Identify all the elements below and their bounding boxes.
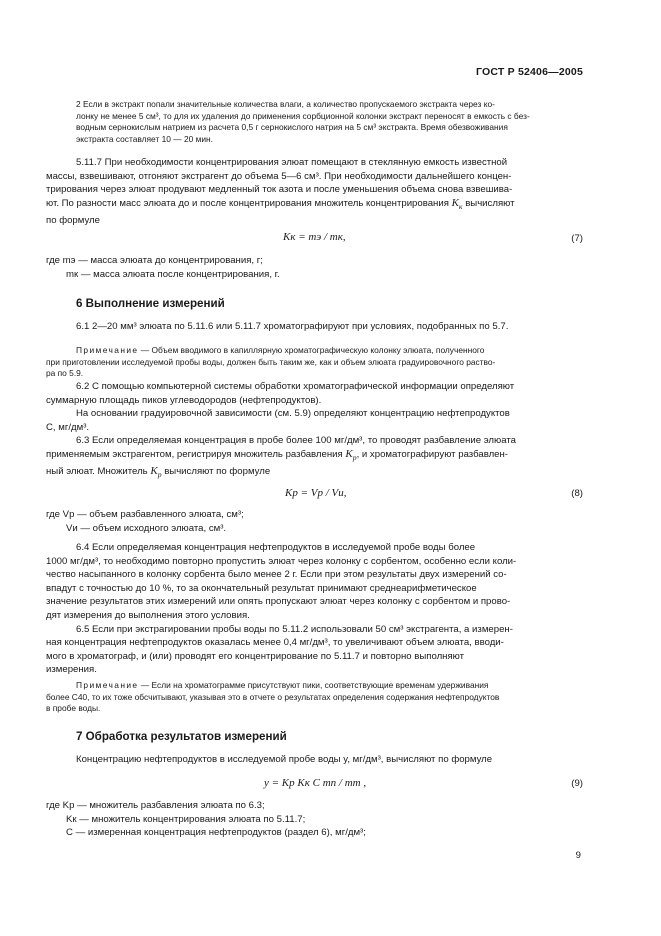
text-line: Vи — объем исходного элюата, см³. [66, 522, 227, 534]
text-line: 6.1 2—20 мм³ элюата по 5.11.6 или 5.11.7 хроматографируют при условиях, подобранных по 5.7. [76, 321, 509, 332]
note-line: экстракта составляет 10 — 20 мин. [76, 133, 213, 144]
text-line: измерения. [46, 664, 97, 676]
text-line: 6.3 Если определяемая концентрация в пробе более 100 мг/дм³, то проводят разбавление элюата [76, 435, 516, 447]
text-line: мого в хроматограф, и (или) проводят его концентрирование по 5.11.7 и повторно выполняют [46, 650, 465, 662]
equation-number-8: (8) [571, 488, 583, 499]
text-line: применяемым экстрагентом, регистрируя множитель разбавления $K_р$, и хроматографируют разбавлен- [46, 447, 509, 463]
text-line: С, мг/дм³. [46, 421, 90, 433]
text-line: Kк — множитель концентрирования элюата по 5.11.7; [66, 813, 306, 825]
note-line: ра по 5.9. [46, 368, 84, 378]
text-line: дят измерения до выполнения этого условия. [46, 609, 250, 621]
where-8 [46, 508, 583, 535]
note-6-1: Примечание — Объем вводимого в капиллярную хроматографическую колонку элюата, полученного при приготовлении исследуемой пробы воды, должен быть таким же, как и объем элюата градуировочного раство- ра по 5.9. [46, 345, 583, 380]
text-line: суммарную площадь пиков углеводородов (нефтепродуктов). [46, 394, 322, 406]
note-6-5: Примечание — Если на хроматограмме присутствуют пики, соответствующие временам удерживания более С40, то их тоже обсчитывают, указывая это в отчете о результатах определения содержания нефтепродуктов в пробе воды. [46, 680, 583, 715]
section-7-title: 7 Обработка результатов измерений [76, 730, 287, 743]
text-line: где Kр — множитель разбавления элюата по 6.3; [46, 800, 265, 811]
formula-9: y = Kр Kк C mп / mт , [264, 777, 367, 789]
equation-number-7: (7) [571, 233, 583, 244]
text-line: впадут с точностью до 10 %, то за окончательный результат принимают среднеарифметическое [46, 582, 477, 594]
note-line: в пробе воды. [46, 703, 101, 713]
note-moisture [76, 99, 582, 145]
text-line: трирования через элюат продувают медленный ток азота и после уменьшения объема снова взвешива- [46, 184, 513, 196]
document-header: ГОСТ Р 52406—2005 [475, 66, 583, 78]
text-line: 6.5 Если при экстрагировании пробы воды по 5.11.2 использовали 50 см³ экстрагента, а измерен- [76, 623, 513, 635]
paragraph-5-11-7 [46, 156, 583, 227]
formula-8: Kр = Vр / Vи, [285, 487, 347, 499]
note-line: более С40, то их тоже обсчитывают, указывая это в отчете о результатах определения содержания нефтепродуктов [46, 691, 500, 702]
text-line: На основании градуировочной зависимости (см. 5.9) определяют концентрацию нефтепродуктов [76, 408, 510, 420]
text-line: Концентрацию нефтепродуктов в исследуемой пробе воды y, мг/дм³, вычисляют по формуле [76, 754, 493, 765]
note-line: при приготовлении исследуемой пробы воды, должен быть таким же, как и объем элюата градуировочного раство- [46, 356, 496, 367]
equation-number-9: (9) [571, 778, 583, 789]
text-line: значение результатов этих измерений или опять пропускают элюат через колонку с сорбентом и прово- [46, 596, 511, 608]
formula-7: Kк = mэ / mк, [283, 231, 346, 243]
text-line: ная концентрация нефтепродуктов оказалась менее 0,4 мг/дм³, то увеличивают объем элюата, вводи- [46, 637, 504, 649]
text-line: ный элюат. Множитель $K_р$ вычисляют по формуле [46, 464, 271, 479]
note-label: Примечание [76, 345, 139, 355]
section-6-title: 6 Выполнение измерений [76, 297, 225, 310]
text-line: 5.11.7 При необходимости концентрирования элюат помещают в стеклянную емкость известной [76, 157, 508, 168]
text-line: mк — масса элюата после концентрирования, г. [66, 268, 280, 280]
note-line: лонку не менее 5 см³, то для их удаления до применения сорбционной колонки экстракт переносят в емкость с без- [76, 110, 530, 121]
text-line: ют. По разности масс элюата до и после концентрирования множитель концентрирования $K_к$ вычисляют [46, 196, 515, 211]
text-line: по формуле [46, 214, 100, 226]
text-line: массы, взвешивают, отгоняют экстрагент до объема 5—6 см³. При необходимости дальнейшего концен- [46, 170, 512, 182]
text-line: 1000 мг/дм³, то необходимо повторно пропустить элюат через колонку с сорбентом, особенно если коли- [46, 555, 517, 567]
note-label: Примечание [76, 680, 139, 690]
where-7 [46, 254, 583, 281]
paragraph-6-1 [46, 320, 583, 334]
text-line: где Vр — объем разбавленного элюата, см³; [46, 509, 244, 520]
text-line: чество насыпанного в колонку сорбента было менее 2 г. Если при этом результаты двух измерений со- [46, 569, 507, 581]
note-line: водным сернокислым натрием из расчета 0,5 г сернокислого натрия на 5 см³ экстракта. Время обезвоживания [76, 122, 508, 132]
text-line: где mэ — масса элюата до концентрирования, г; [46, 255, 263, 266]
paragraph-7-intro [46, 753, 583, 767]
text-line: 6.2 С помощью компьютерной системы обработки хроматографической информации определяют [76, 381, 515, 392]
where-9 [46, 799, 583, 840]
page-number: 9 [575, 850, 581, 861]
note-line: 2 Если в экстракт попали значительные количества влаги, а количество пропускаемого экстракта через ко- [76, 99, 495, 109]
paragraph-6-4 [46, 541, 583, 677]
text-line: 6.4 Если определяемая концентрация нефтепродуктов в исследуемой пробе воды более [76, 542, 476, 553]
paragraph-6-2 [46, 380, 583, 482]
text-line: C — измеренная концентрация нефтепродуктов (раздел 6), мг/дм³; [66, 827, 366, 839]
